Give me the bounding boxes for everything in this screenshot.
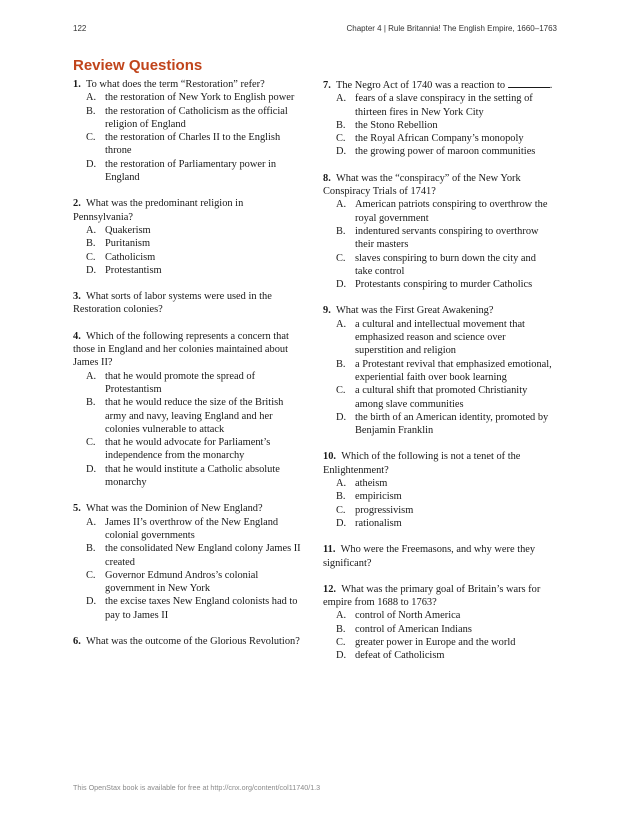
answer-option [323, 623, 555, 636]
question-text: Who were the Freemasons, and why were they significant? [323, 544, 536, 569]
option-list [323, 609, 555, 662]
answer-option [323, 225, 555, 252]
blank-trailing: . [549, 80, 553, 91]
option-letter: C. [336, 252, 346, 264]
question-text: Which of the following represents a concern that those in England and her colonies maintained about James II? [73, 330, 289, 369]
option-letter: A. [86, 516, 97, 528]
question [73, 635, 305, 648]
answer-option [73, 131, 305, 158]
question [323, 172, 555, 292]
option-letter: D. [336, 411, 347, 423]
option-text: atheism [355, 478, 388, 490]
question [323, 78, 555, 159]
question-stem [323, 450, 555, 477]
answer-option [73, 569, 305, 596]
option-letter: D. [86, 264, 97, 276]
question-number: 5. [73, 503, 81, 515]
answer-option [323, 358, 555, 385]
option-letter: A. [86, 224, 97, 236]
answer-option [323, 92, 555, 119]
option-letter: B. [336, 358, 346, 370]
option-text: the growing power of maroon communities [355, 146, 536, 158]
question-text: What sorts of labor systems were used in the Restoration colonies? [73, 291, 272, 316]
right-column [323, 78, 555, 676]
answer-option [73, 396, 305, 436]
option-list [73, 516, 305, 622]
option-text: fears of a slave conspiracy in the setting of thirteen fires in New York City [355, 93, 533, 118]
option-letter: D. [86, 463, 97, 475]
answer-option [73, 105, 305, 132]
option-letter: A. [336, 199, 347, 211]
option-text: Catholicism [105, 251, 156, 263]
option-text: the restoration of Parliamentary power in England [105, 158, 277, 184]
question-number: 4. [73, 330, 81, 342]
option-list [323, 318, 555, 438]
question [323, 450, 555, 530]
question-text: What was the outcome of the Glorious Revolution? [86, 635, 300, 647]
answer-option [323, 384, 555, 411]
answer-option [323, 517, 555, 530]
option-text: the consolidated New England colony James II created [105, 543, 301, 568]
option-text: Protestantism [105, 264, 162, 276]
question-number: 6. [73, 635, 81, 647]
question-number: 7. [323, 80, 331, 91]
option-text: that he would advocate for Parliament’s independence from the monarchy [105, 437, 271, 462]
question-number: 8. [323, 172, 331, 184]
question-stem [323, 304, 555, 317]
question-number: 12. [323, 583, 336, 595]
answer-option [323, 504, 555, 517]
option-letter: B. [86, 238, 96, 250]
question-stem [323, 583, 555, 610]
question-number: 1. [73, 79, 81, 90]
option-text: empiricism [355, 491, 402, 503]
answer-option [73, 436, 305, 463]
question [323, 304, 555, 437]
question [73, 290, 305, 317]
option-text: indentured servants conspiring to overthrow their masters [355, 225, 539, 251]
question-text: What was the “conspiracy” of the New York Conspiracy Trials of 1741? [323, 172, 521, 198]
question [323, 543, 555, 570]
option-letter: B. [86, 397, 96, 409]
option-text: a Protestant revival that emphasized emotional, experiential faith over book learning [355, 358, 552, 383]
option-letter: D. [86, 596, 97, 608]
option-text: the restoration of New York to English power [105, 92, 295, 104]
question-number: 3. [73, 291, 81, 303]
option-text: the birth of an American identity, promoted by Benjamin Franklin [355, 411, 549, 437]
option-letter: D. [336, 146, 347, 158]
option-text: Governor Edmund Andros’s colonial government in New York [105, 569, 259, 595]
option-text: Puritanism [105, 238, 151, 250]
option-text: control of American Indians [355, 623, 472, 635]
question-text: What was the Dominion of New England? [86, 503, 263, 515]
question-number: 2. [73, 198, 81, 210]
option-letter: C. [336, 385, 346, 397]
answer-blank [508, 78, 550, 88]
option-text: that he would reduce the size of the British army and navy, leaving England and her colonies vulnerable to attack [105, 397, 284, 435]
option-letter: C. [86, 437, 96, 449]
question-stem [323, 172, 555, 199]
option-letter: C. [336, 636, 346, 648]
footer-note: This OpenStax book is available for free at http://cnx.org/content/col11740/1.3 [73, 783, 321, 792]
option-text: a cultural shift that promoted Christianity among slave communities [355, 385, 528, 410]
answer-option [73, 251, 305, 264]
option-letter: C. [86, 251, 96, 263]
answer-option [73, 595, 305, 622]
option-list [323, 477, 555, 530]
answer-option [73, 542, 305, 569]
option-letter: A. [336, 318, 347, 330]
question-stem [73, 197, 305, 224]
option-letter: A. [336, 93, 347, 105]
option-text: greater power in Europe and the world [355, 636, 516, 648]
option-text: James II’s overthrow of the New England colonial governments [105, 516, 279, 541]
question-text: What was the First Great Awakening? [336, 305, 494, 317]
question-stem [73, 502, 305, 515]
option-text: Protestants conspiring to murder Catholics [355, 279, 533, 291]
option-text: the Royal African Company’s monopoly [355, 133, 524, 145]
answer-option [323, 490, 555, 503]
option-letter: A. [336, 478, 347, 490]
answer-option [73, 516, 305, 543]
option-text: slaves conspiring to burn down the city and take control [355, 252, 536, 277]
answer-option [323, 132, 555, 145]
answer-option [73, 224, 305, 237]
answer-option [73, 158, 305, 185]
option-text: Quakerism [105, 224, 151, 236]
page-number: 122 [73, 24, 87, 33]
answer-option [323, 252, 555, 279]
option-letter: B. [336, 623, 346, 635]
option-text: the restoration of Charles II to the English throne [105, 132, 281, 157]
answer-option [323, 609, 555, 622]
option-letter: B. [336, 225, 346, 237]
option-letter: B. [86, 543, 96, 555]
question-stem [323, 543, 555, 570]
option-text: defeat of Catholicism [355, 650, 445, 662]
question-stem [73, 330, 305, 370]
option-letter: A. [86, 370, 97, 382]
question-stem [73, 635, 305, 648]
answer-option [73, 370, 305, 397]
option-letter: B. [336, 119, 346, 131]
question-number: 9. [323, 305, 331, 317]
option-text: progressivism [355, 504, 414, 516]
answer-option [73, 91, 305, 104]
question-stem [323, 78, 555, 92]
option-text: rationalism [355, 517, 402, 529]
section-title: Review Questions [73, 57, 203, 74]
question-text: To what does the term “Restoration” refer? [86, 79, 265, 90]
answer-option [323, 198, 555, 225]
question [73, 502, 305, 622]
answer-option [73, 463, 305, 490]
option-letter: D. [336, 279, 347, 291]
option-list [323, 198, 555, 291]
option-letter: D. [336, 650, 347, 662]
option-text: American patriots conspiring to overthrow the royal government [355, 199, 548, 224]
option-letter: D. [86, 158, 97, 170]
question-number: 10. [323, 451, 336, 463]
option-letter: A. [86, 92, 97, 104]
question [73, 78, 305, 184]
option-letter: B. [86, 105, 96, 117]
question-stem [73, 78, 305, 91]
option-letter: C. [336, 133, 346, 145]
option-text: a cultural and intellectual movement that emphasized reason and science over superstition and religion [355, 318, 525, 357]
answer-option [323, 119, 555, 132]
answer-option [73, 237, 305, 250]
question [73, 330, 305, 490]
option-text: that he would institute a Catholic absolute monarchy [105, 463, 280, 489]
option-list [73, 224, 305, 277]
option-list [73, 370, 305, 490]
option-letter: D. [336, 517, 347, 529]
option-text: the restoration of Catholicism as the official religion of England [105, 105, 288, 130]
answer-option [73, 264, 305, 277]
option-text: the excise taxes New England colonists had to pay to James II [105, 596, 298, 621]
answer-option [323, 636, 555, 649]
option-letter: B. [336, 491, 346, 503]
option-text: that he would promote the spread of Protestantism [105, 370, 256, 395]
question-text: Which of the following is not a tenet of the Enlightenment? [323, 451, 521, 476]
answer-option [323, 649, 555, 662]
chapter-title: Chapter 4 | Rule Britannia! The English Empire, 1660–1763 [346, 24, 557, 33]
option-letter: C. [86, 132, 96, 144]
answer-option [323, 145, 555, 158]
question-text: What was the predominant religion in Pennsylvania? [73, 198, 244, 223]
option-letter: C. [86, 569, 96, 581]
option-text: control of North America [355, 610, 461, 622]
question [73, 197, 305, 277]
option-list [323, 92, 555, 158]
option-text: the Stono Rebellion [355, 119, 438, 131]
question-number: 11. [323, 544, 336, 556]
answer-option [323, 477, 555, 490]
option-letter: C. [336, 504, 346, 516]
answer-option [323, 411, 555, 438]
question-text: What was the primary goal of Britain’s wars for empire from 1688 to 1763? [323, 583, 541, 609]
left-column [73, 78, 305, 661]
answer-option [323, 278, 555, 291]
option-list [73, 91, 305, 184]
question [323, 583, 555, 663]
option-letter: A. [336, 610, 347, 622]
question-stem [73, 290, 305, 317]
answer-option [323, 318, 555, 358]
question-text: The Negro Act of 1740 was a reaction to [336, 80, 506, 91]
